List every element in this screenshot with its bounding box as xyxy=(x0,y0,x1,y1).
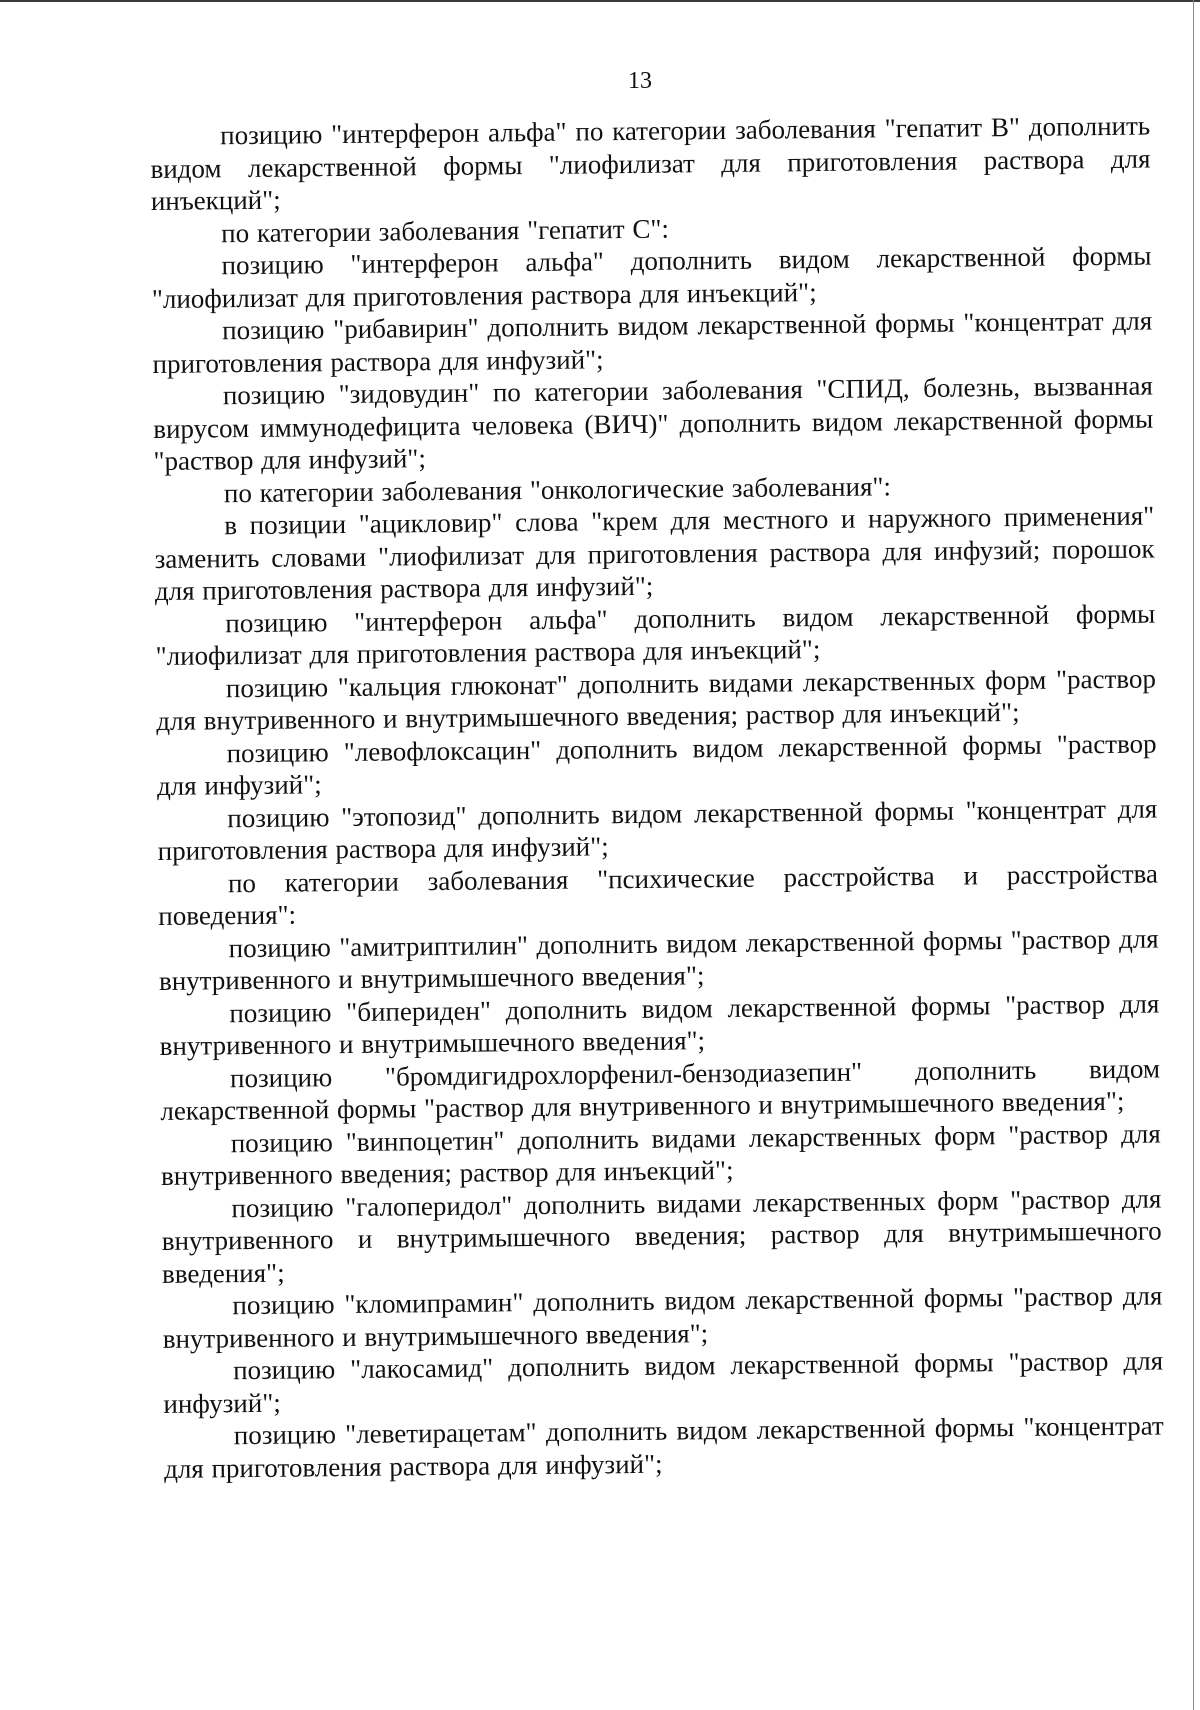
paragraph: позицию "левофлоксацин" дополнить видом лекарственной формы "раствор для инфузий"; xyxy=(156,727,1157,801)
paragraph: позицию "бипериден" дополнить видом лекарственной формы "раствор для внутривенного и внутримышечного введения"; xyxy=(159,987,1160,1061)
paragraph: позицию "бромдигидрохлорфенил-бензодиазепин" дополнить видом лекарственной формы "раствор для внутривенного и внутримышечного введения"; xyxy=(160,1052,1161,1126)
paragraph: позицию "зидовудин" по категории заболевания "СПИД, болезнь, вызванная вирусом иммунодефицита человека (ВИЧ)" дополнить видом лекарственной формы "раствор для инфузий"; xyxy=(153,370,1154,476)
page-number: 13 xyxy=(628,68,652,94)
scan-top-edge xyxy=(0,0,1200,2)
paragraph: позицию "кальция глюконат" дополнить видами лекарственных форм "раствор для внутривенного и внутримышечного введения; раствор для инъекций"; xyxy=(156,662,1157,736)
paragraph: в позиции "ацикловир" слова "крем для местного и наружного применения" заменить словами "лиофилизат для приготовления раствора для инфузий; порошок для приготовления раствора для инфузий"; xyxy=(154,500,1155,606)
paragraph: позицию "этопозид" дополнить видом лекарственной формы "концентрат для приготовления раствора для инфузий"; xyxy=(157,792,1158,866)
paragraph: позицию "галоперидол" дополнить видами лекарственных форм "раствор для внутривенного и внутримышечного введения; раствор для внутримышечного введения"; xyxy=(161,1182,1162,1289)
paragraph: по категории заболевания "психические расстройства и расстройства поведения": xyxy=(158,857,1159,931)
paragraph: позицию "интерферон альфа" дополнить видом лекарственной формы "лиофилизат для приготовления раствора для инъекций"; xyxy=(155,598,1156,671)
paragraph: позицию "леветирацетам" дополнить видом лекарственной формы "концентрат для приготовления раствора для инфузий"; xyxy=(163,1410,1164,1484)
scan-right-edge xyxy=(1193,0,1194,1710)
paragraph: позицию "лакосамид" дополнить видом лекарственной формы "раствор для инфузий"; xyxy=(163,1345,1164,1419)
paragraph: позицию "интерферон альфа" по категории заболевания "гепатит B" дополнить видом лекарственной формы "лиофилизат для приготовления раствора для инъекций"; xyxy=(150,110,1151,216)
paragraph: позицию "кломипрамин" дополнить видом лекарственной формы "раствор для внутривенного и внутримышечного введения"; xyxy=(162,1280,1163,1354)
paragraph: по категории заболевания "гепатит C": xyxy=(221,213,670,248)
paragraph: позицию "рибавирин" дополнить видом лекарственной формы "концентрат для приготовления раствора для инфузий"; xyxy=(152,305,1153,379)
paragraph: позицию "винпоцетин" дополнить видами лекарственных форм "раствор для внутривенного введения; раствор для инъекций"; xyxy=(160,1117,1161,1191)
paragraph: по категории заболевания "онкологические заболевания": xyxy=(223,470,892,508)
document-body xyxy=(150,110,1164,1485)
paragraph: позицию "интерферон альфа" дополнить видом лекарственной формы "лиофилизат для приготовления раствора для инъекций"; xyxy=(151,240,1152,314)
paragraph: позицию "амитриптилин" дополнить видом лекарственной формы "раствор для внутривенного и внутримышечного введения"; xyxy=(158,922,1159,996)
